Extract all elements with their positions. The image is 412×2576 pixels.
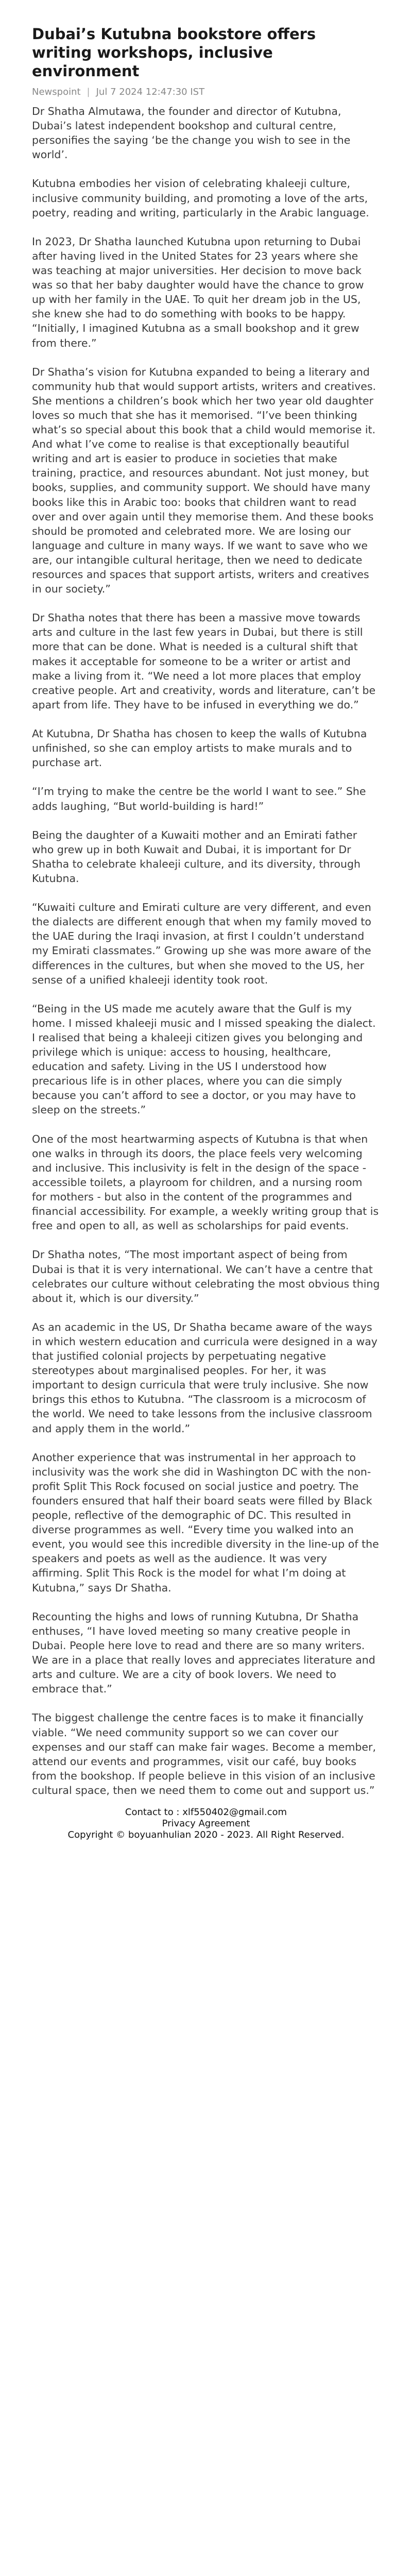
article-paragraph: As an academic in the US, Dr Shatha became aware of the ways in which western education and curricula were designed in a way that justified colonial projects by perpetuating negative stereotypes about marginalised peoples. For her, it was important to design curricula that were truly inclusive. She now brings this ethos to Kutubna. “The classroom is a microcosm of the world. We need to take lessons from the inclusive classroom and apply them in the world.”: [32, 1320, 377, 1435]
article-paragraph: Being the daughter of a Kuwaiti mother and an Emirati father who grew up in both Kuwait and Dubai, it is important for Dr Shatha to celebrate khaleeji culture, and its diversity, through Kutubna.: [32, 828, 361, 885]
article-title: Dubai’s Kutubna bookstore offers writing workshops, inclusive environment: [32, 25, 316, 80]
page-footer: [0, 1807, 412, 1841]
article-paragraph: “Being in the US made me acutely aware that the Gulf is my home. I missed khaleeji music and I missed speaking the dialect. I realised that being a khaleeji citizen gives you belonging and privilege which is unique: access to housing, healthcare, education and safety. Living in the US I understood how precarious life is in other places, where you can die simply because you can’t afford to see a doctor, or you may have to sleep on the streets.”: [32, 1002, 376, 1116]
article-paragraph: “I’m trying to make the centre be the world I want to see.” She adds laughing, “But world-building is hard!”: [32, 785, 366, 812]
article-body: [32, 104, 380, 1798]
footer-contact: Contact to : xlf550402@gmail.com: [125, 1807, 287, 1818]
article-paragraph: Recounting the highs and lows of running Kutubna, Dr Shatha enthuses, “I have loved meeting so many creative people in Dubai. People here love to read and there are so many writers. We are in a place that really loves and appreciates literature and arts and culture. We are a city of book lovers. We need to embrace that.”: [32, 1610, 375, 1696]
article-timestamp: Jul 7 2024 12:47:30 IST: [96, 87, 205, 97]
privacy-agreement-link[interactable]: Privacy Agreement: [162, 1818, 250, 1829]
article: [32, 0, 380, 1798]
article-paragraph: In 2023, Dr Shatha launched Kutubna upon returning to Dubai after having lived in the United States for 23 years where she was teaching at major universities. Her decision to move back was so that her baby daughter would have the chance to grow up with her family in the UAE. To quit her dream job in the US, she knew she had to do something with books to be happy. “Initially, I imagined Kutubna as a small bookshop and it grew from there.”: [32, 235, 364, 349]
footer-copyright: Copyright © boyuanhulian 2020 - 2023. All Right Reserved.: [67, 1829, 345, 1841]
article-source: Newspoint: [32, 87, 81, 97]
article-paragraph: Dr Shatha notes, “The most important aspect of being from Dubai is that it is very international. We can’t have a centre that celebrates our culture without celebrating the most obvious thing about it, which is our diversity.”: [32, 1248, 380, 1304]
article-paragraph: The biggest challenge the centre faces is to make it financially viable. “We need community support so we can cover our expenses and our staff can make fair wages. Become a member, attend our events and programmes, visit our café, buy books from the bookshop. If people believe in this vision of an inclusive cultural space, then we need them to come out and support us.”: [32, 1711, 376, 1797]
article-meta: [32, 87, 380, 98]
article-paragraph: One of the most heartwarming aspects of Kutubna is that when one walks in through its doors, the place feels very welcoming and inclusive. This inclusivity is felt in the design of the space - accessible toilets, a playroom for children, and a nursing room for mothers - but also in the content of the programmes and financial accessibility. For example, a weekly writing group that is free and open to all, as well as scholarships for paid events.: [32, 1132, 379, 1232]
article-paragraph: Another experience that was instrumental in her approach to inclusivity was the work she did in Washington DC with the non-profit Split This Rock focused on social justice and poetry. The founders ensured that half their board seats were filled by Black people, reflective of the demographic of DC. This resulted in diverse programmes as well. “Every time you walked into an event, you would see this incredible diversity in the line-up of the speakers and poets as well as the audience. It was very affirming. Split This Rock is the model for what I’m doing at Kutubna,” says Dr Shatha.: [32, 1451, 379, 1594]
article-paragraph: Dr Shatha’s vision for Kutubna expanded to being a literary and community hub that would support artists, writers and creatives. She mentions a children’s book which her two year old daughter loves so much that she has it memorised. “I’ve been thinking what’s so special about this book that a child would memorise it. And what I’ve come to realise is that exceptionally beautiful writing and art is easier to produce in societies that make training, practice, and resources abundant. Not just money, but books, supplies, and community support. We should have many books like this in Arabic too: books that children want to read over and over again until they memorise them. And these books should be promoted and celebrated more. We are losing our language and culture in many ways. If we want to save who we are, our intangible cultural heritage, then we need to dedicate resources and spaces that support artists, writers and creatives in our society.”: [32, 365, 376, 596]
article-paragraph: Dr Shatha notes that there has been a massive move towards arts and culture in the last few years in Dubai, but there is still more that can be done. What is needed is a cultural shift that makes it acceptable for someone to be a writer or artist and make a living from it. “We need a lot more places that employ creative people. Art and creativity, words and literature, can’t be apart from life. They have to be infused in everything we do.”: [32, 612, 376, 711]
article-paragraph: Kutubna embodies her vision of celebrating khaleeji culture, inclusive community building, and promoting a love of the arts, poetry, reading and writing, particularly in the Arabic language.: [32, 177, 369, 219]
article-paragraph: At Kutubna, Dr Shatha has chosen to keep the walls of Kutubna unfinished, so she can employ artists to make murals and to purchase art.: [32, 727, 367, 769]
article-paragraph: Dr Shatha Almutawa, the founder and director of Kutubna, Dubai’s latest independent bookshop and cultural centre, personifies the saying ‘be the change you wish to see in the world’.: [32, 105, 351, 161]
meta-separator: |: [87, 87, 90, 97]
article-paragraph: “Kuwaiti culture and Emirati culture are very different, and even the dialects are different enough that when my family moved to the UAE during the Iraqi invasion, at first I couldn’t understand my Emirati classmates.” Growing up she was more aware of the differences in the cultures, but when she moved to the US, her sense of a unified khaleeji identity took root.: [32, 901, 371, 986]
